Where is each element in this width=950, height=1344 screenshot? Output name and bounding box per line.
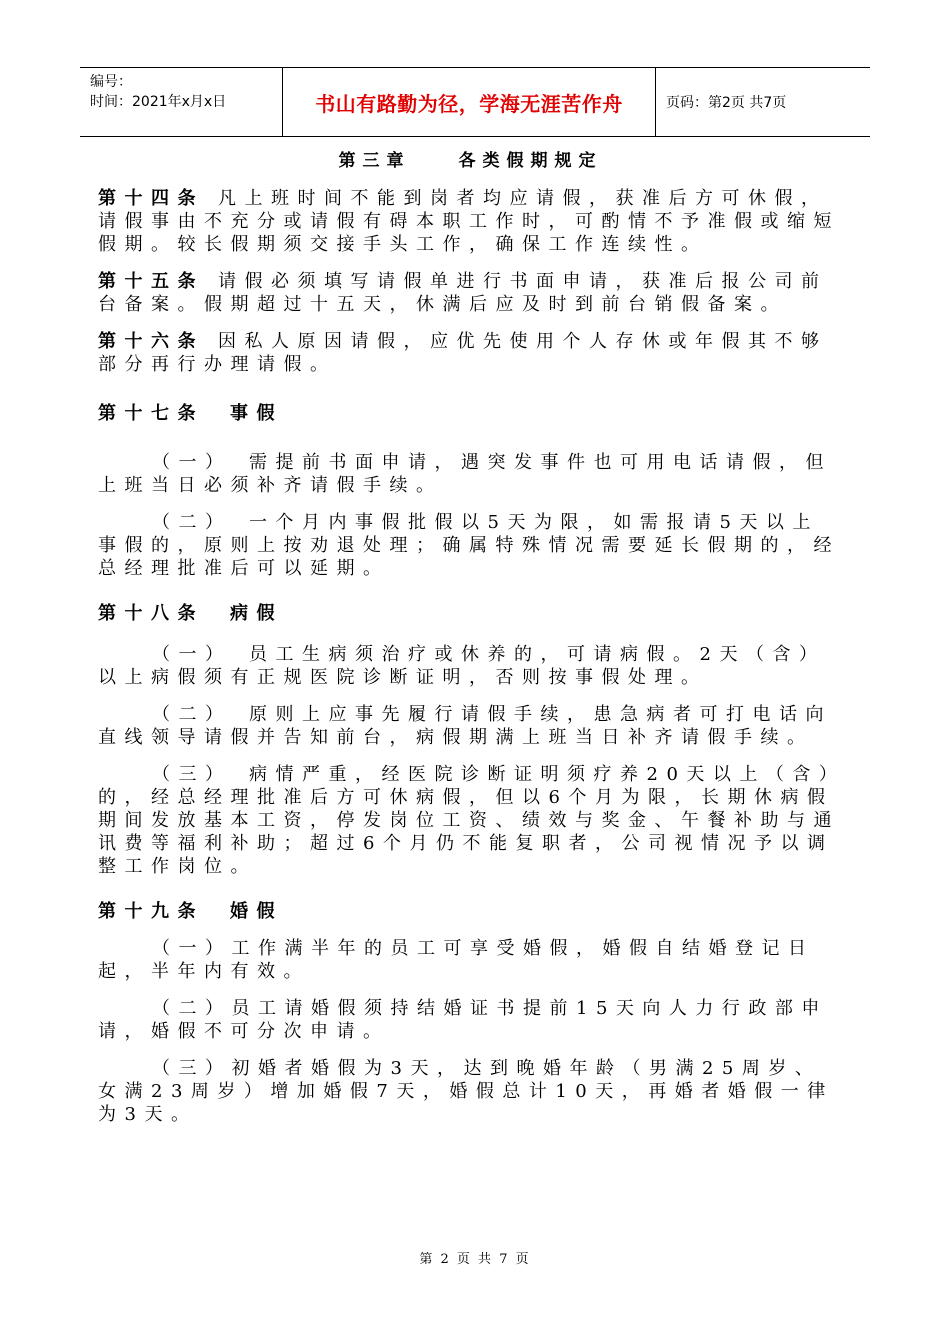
- list-item: （一） 需提前书面申请，遇突发事件也可用电话请假，但上班当日必须补齐请假手续。: [98, 452, 832, 496]
- header-page-info: 页码：第2页 共7页: [666, 95, 787, 111]
- article-title: 婚假: [230, 901, 283, 922]
- list-item: （二） 原则上应事先履行请假手续，患急病者可打电话向直线领导请假并告知前台，病假期满上班当日补齐请假手续。: [98, 704, 832, 748]
- chapter-title: 第三章 各类假期规定: [338, 151, 603, 171]
- article-label: 第十九条: [98, 901, 204, 922]
- article-label: 第十七条: [98, 403, 204, 424]
- article-text: 凡上班时间不能到岗者均应请假，获准后方可休假，请假事由不充分或请假有碍本职工作时，可酌情不予准假或缩短假期。较长假期须交接手头工作，确保工作连续性。: [98, 188, 840, 255]
- document-body: [98, 150, 843, 1140]
- article-14: [98, 187, 843, 256]
- header-meta: [80, 68, 282, 136]
- article-label: 第十五条: [98, 271, 204, 292]
- article-19-heading: [98, 900, 843, 923]
- article-label: 第十八条: [98, 603, 204, 624]
- page-header: [80, 67, 870, 137]
- article-label: 第十六条: [98, 331, 204, 352]
- article-text: 因私人原因请假，应优先使用个人存休或年假其不够部分再行办理请假。: [98, 331, 828, 375]
- list-item: （二） 一个月内事假批假以5天为限，如需报请5天以上事假的，原则上按劝退处理；确属特殊情况需要延长假期的，经总经理批准后可以延期。: [98, 512, 840, 579]
- list-item: （一）工作满半年的员工可享受婚假，婚假自结婚登记日起，半年内有效。: [98, 938, 815, 982]
- article-17-heading: [98, 402, 843, 425]
- article-16: [98, 330, 843, 376]
- article-label: 第十四条: [98, 188, 204, 209]
- list-item: （二）员工请婚假须持结婚证书提前15天向人力行政部申请，婚假不可分次申请。: [98, 998, 828, 1042]
- article-18-heading: [98, 602, 843, 625]
- list-item: （一） 员工生病须治疗或休养的，可请病假。2天（含）以上病假须有正规医院诊断证明，否则按事假处理。: [98, 644, 826, 688]
- article-title: 病假: [230, 603, 283, 624]
- list-item: （三）初婚者婚假为3天，达到晚婚年龄（男满25周岁、女满23周岁）增加婚假7天，婚假总计10天，再婚者婚假一律为3天。: [98, 1058, 834, 1125]
- article-title: 事假: [230, 403, 283, 424]
- document-date: 时间：2021年x月x日: [90, 94, 227, 110]
- page-footer: 第 2 页 共 7 页: [419, 1252, 531, 1267]
- article-text: 请假必须填写请假单进行书面申请，获准后报公司前台备案。假期超过十五天，休满后应及时到前台销假备案。: [98, 271, 828, 315]
- header-motto: 书山有路勤为径，学海无涯苦作舟: [282, 68, 656, 136]
- list-item: （三） 病情严重，经医院诊断证明须疗养20天以上（含）的，经总经理批准后方可休病假，但以6个月为限，长期休病假期间发放基本工资，停发岗位工资、绩效与奖金、午餐补助与通讯费等福利补助；超过6个月仍不能复职者，公司视情况予以调整工作岗位。: [98, 764, 840, 877]
- document-number-label: 编号：: [90, 74, 132, 90]
- article-15: [98, 270, 843, 316]
